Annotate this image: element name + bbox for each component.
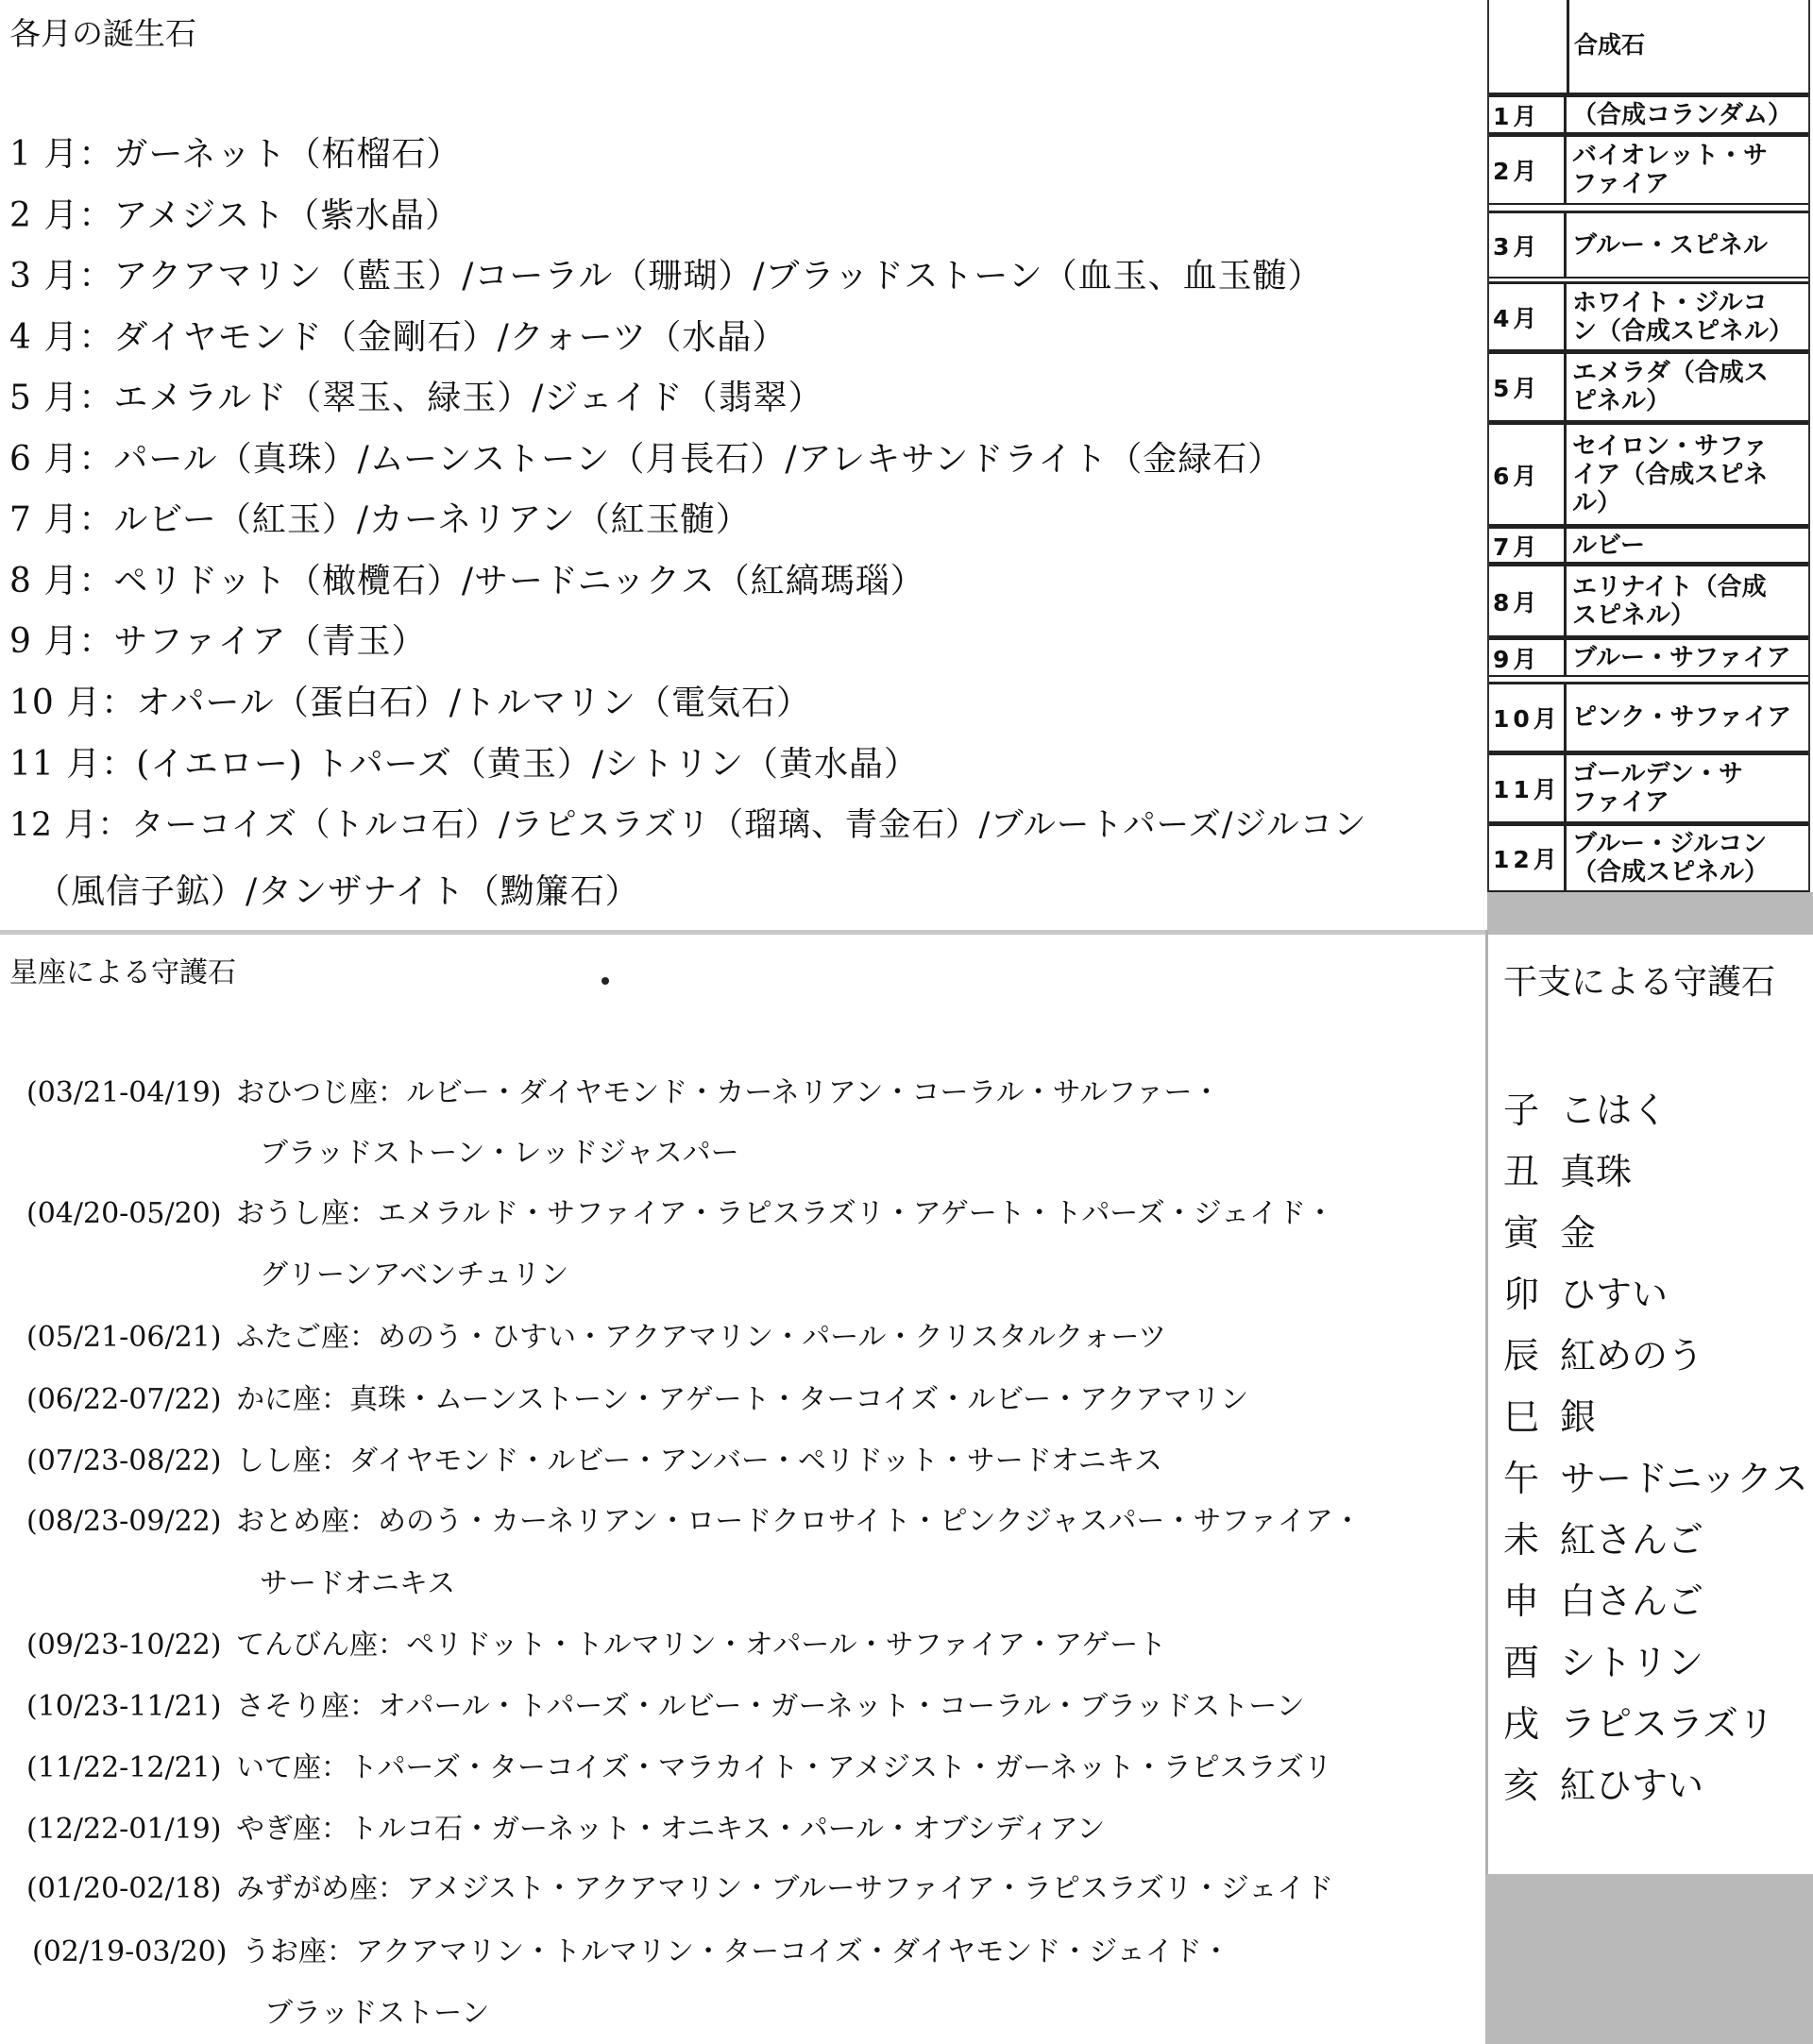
month-cell: 6月 <box>1489 425 1567 524</box>
eto-stone: 金 <box>1560 1212 1597 1254</box>
zodiac-row <box>26 1497 1362 1539</box>
zodiac-dates: (03/21-04/19) <box>26 1076 222 1109</box>
zodiac-dates: (01/20-02/18) <box>26 1872 222 1905</box>
birthstone-line: 3 月：アクアマリン（藍玉）/コーラル（珊瑚）/ブラッドストーン（血玉、血玉髄） <box>9 257 1323 296</box>
birthstone-continuation: （風信子鉱）/タンザナイト（黝簾石） <box>36 872 640 911</box>
month-cell: 10月 <box>1489 684 1567 751</box>
eto-stone: 紅ひすい <box>1560 1765 1704 1806</box>
zodiac-dates: (11/22-12/21) <box>26 1751 222 1784</box>
section-divider <box>0 930 1488 935</box>
month-cell: 9月 <box>1489 640 1567 675</box>
stone-cell: エメラダ（合成ス ピネル） <box>1572 359 1769 415</box>
eto-item <box>1503 1449 1808 1501</box>
table-row <box>1489 351 1808 422</box>
table-row <box>1489 94 1808 134</box>
stone-cell: ホワイト・ジルコ ン（合成スピネル） <box>1572 288 1794 346</box>
stone-cell: ゴールデン・サ ファイア <box>1572 760 1743 817</box>
zodiac-stones: うお座：アクアマリン・トルマリン・ターコイズ・ダイヤモンド・ジェイド・ <box>242 1935 1230 1968</box>
eto-kanji: 申 <box>1503 1580 1540 1622</box>
eto-item <box>1503 1388 1596 1440</box>
zodiac-stones: ふたご座：めのう・ひすい・アクアマリン・パール・クリスタルクォーツ <box>236 1321 1167 1354</box>
zodiac-row <box>26 1865 1333 1906</box>
zodiac-dates: (02/19-03/20) <box>32 1935 228 1968</box>
zodiac-row <box>26 1805 1105 1847</box>
month-cell: 8月 <box>1489 566 1567 635</box>
eto-kanji: 酉 <box>1503 1642 1540 1683</box>
stone-cell: ピンク・サファイア <box>1572 703 1792 732</box>
month-cell: 5月 <box>1489 354 1567 420</box>
birthstone-line: 9 月：サファイア（青玉） <box>9 622 427 661</box>
zodiac-row <box>32 1928 1230 1969</box>
stone-cell: ルビー <box>1572 531 1645 560</box>
month-cell: 1月 <box>1489 97 1567 132</box>
birthstone-title: 各月の誕生石 <box>9 15 196 52</box>
eto-kanji: 子 <box>1503 1090 1540 1131</box>
eto-kanji: 戌 <box>1503 1703 1540 1745</box>
table-header <box>1489 0 1808 94</box>
zodiac-stones: やぎ座：トルコ石・ガーネット・オニキス・パール・オブシディアン <box>236 1813 1106 1846</box>
eto-kanji: 巳 <box>1503 1396 1540 1438</box>
zodiac-row <box>26 1682 1305 1724</box>
table-row <box>1489 281 1808 351</box>
eto-item <box>1503 1511 1703 1563</box>
table-row <box>1489 526 1808 564</box>
zodiac-row <box>26 1621 1166 1663</box>
zodiac-dates: (12/22-01/19) <box>26 1813 222 1846</box>
stone-cell: ブルー・スピネル <box>1572 230 1768 260</box>
eto-kanji: 寅 <box>1503 1212 1540 1254</box>
zodiac-row <box>26 1437 1162 1478</box>
birthstone-line: 8 月：ペリドット（橄欖石）/サードニックス（紅縞瑪瑙） <box>9 562 925 600</box>
table-row <box>1489 752 1808 823</box>
eto-kanji: 辰 <box>1503 1335 1540 1377</box>
eto-stone: ラピスラズリ <box>1560 1703 1774 1745</box>
birthstone-line: 7 月：ルビー（紅玉）/カーネリアン（紅玉髄） <box>9 500 751 539</box>
table-row <box>1489 564 1808 637</box>
stone-cell: ブルー・サファイア <box>1572 643 1791 672</box>
zodiac-dates: (05/21-06/21) <box>26 1321 222 1354</box>
zodiac-row <box>26 1190 1334 1231</box>
stone-cell: セイロン・サファ イア（合成スピネ ル） <box>1572 431 1769 517</box>
stone-cell: バイオレット・サ ファイア <box>1572 142 1768 198</box>
zodiac-continuation: ブラッドストーン <box>264 1997 490 2030</box>
eto-kanji: 亥 <box>1503 1765 1540 1806</box>
eto-title: 干支による守護石 <box>1503 963 1776 1002</box>
zodiac-row <box>26 1069 1221 1110</box>
zodiac-dates: (08/23-09/22) <box>26 1505 222 1538</box>
birthstone-line: 2 月：アメジスト（紫水晶） <box>9 196 461 235</box>
table-row <box>1489 637 1808 677</box>
eto-stone: こはく <box>1560 1090 1669 1131</box>
stone-cell: （合成コランダム） <box>1572 100 1792 129</box>
stone-cell: ブルー・ジルコン （合成スピネル） <box>1572 830 1770 887</box>
eto-item <box>1503 1204 1596 1256</box>
eto-kanji: 未 <box>1503 1519 1540 1561</box>
zodiac-dates: (04/20-05/20) <box>26 1197 222 1230</box>
eto-stone: ひすい <box>1560 1274 1669 1315</box>
gray-filler <box>1485 1874 1813 2044</box>
zodiac-continuation: グリーンアベンチュリン <box>260 1258 569 1292</box>
birthstone-line: 5 月：エメラルド（翠玉、緑玉）/ジェイド（翡翠） <box>9 379 823 417</box>
birthstone-line: 4 月：ダイヤモンド（金剛石）/クォーツ（水晶） <box>9 318 788 357</box>
birthstone-line: 10 月：オパール（蛋白石）/トルマリン（電気石） <box>9 684 811 722</box>
zodiac-stones: しし座：ダイヤモンド・ルビー・アンバー・ペリドット・サードオニキス <box>236 1444 1162 1478</box>
table-row <box>1489 134 1808 205</box>
eto-item <box>1503 1695 1774 1747</box>
month-cell: 7月 <box>1489 529 1567 562</box>
dot-mark <box>602 977 609 985</box>
birthstone-line: 12 月：ターコイズ（トルコ石）/ラピスラズリ（瑠璃、青金石）/ブルートパーズ/ジルコン <box>9 806 1367 844</box>
table-row <box>1489 422 1808 526</box>
eto-item <box>1503 1326 1703 1378</box>
month-cell: 4月 <box>1489 284 1567 349</box>
zodiac-row <box>26 1313 1166 1355</box>
birthstone-line: 11 月：(イエロー) トパーズ（黄玉）/シトリン（黄水晶） <box>9 745 919 784</box>
stone-cell: エリナイト（合成 スピネル） <box>1572 572 1767 630</box>
zodiac-stones: さそり座：オパール・トパーズ・ルビー・ガーネット・コーラル・ブラッドストーン <box>236 1690 1305 1723</box>
zodiac-continuation: ブラッドストーン・レッドジャスパー <box>260 1137 739 1170</box>
column-divider <box>1567 0 1569 94</box>
eto-item <box>1503 1572 1703 1624</box>
zodiac-dates: (09/23-10/22) <box>26 1629 222 1662</box>
table-row <box>1489 823 1808 892</box>
table-row <box>1489 682 1808 752</box>
zodiac-stones: かに座：真珠・ムーンストーン・アゲート・ターコイズ・ルビー・アクアマリン <box>236 1383 1249 1416</box>
eto-kanji: 丑 <box>1503 1151 1540 1192</box>
month-cell: 11月 <box>1489 755 1567 821</box>
eto-stone: 真珠 <box>1560 1151 1633 1192</box>
month-cell: 12月 <box>1489 826 1567 890</box>
eto-stone: 白さんご <box>1560 1580 1704 1622</box>
eto-kanji: 卯 <box>1503 1274 1540 1315</box>
eto-stone: 銀 <box>1560 1396 1597 1438</box>
month-cell: 3月 <box>1489 213 1567 277</box>
eto-kanji: 午 <box>1503 1458 1540 1499</box>
zodiac-stones: みずがめ座：アメジスト・アクアマリン・ブルーサファイア・ラピスラズリ・ジェイド <box>236 1872 1334 1905</box>
zodiac-continuation: サードオニキス <box>260 1567 456 1600</box>
eto-stone: サードニックス <box>1560 1458 1808 1499</box>
zodiac-stones: おうし座：エメラルド・サファイア・ラピスラズリ・アゲート・トパーズ・ジェイド・ <box>236 1197 1335 1230</box>
eto-item <box>1503 1142 1632 1194</box>
synthetic-stone-table <box>1487 0 1810 892</box>
birthstone-line: 6 月：パール（真珠）/ムーンストーン（月長石）/アレキサンドライト（金緑石） <box>9 440 1283 479</box>
gray-filler <box>1487 892 1813 935</box>
eto-stone: 紅さんご <box>1560 1519 1704 1561</box>
zodiac-dates: (06/22-07/22) <box>26 1383 222 1416</box>
zodiac-title: 星座による守護石 <box>9 956 236 989</box>
eto-item <box>1503 1265 1668 1317</box>
eto-item <box>1503 1633 1703 1685</box>
eto-stone: 紅めのう <box>1560 1335 1704 1377</box>
zodiac-stones: おとめ座：めのう・カーネリアン・ロードクロサイト・ピンクジャスパー・サファイア・ <box>236 1505 1362 1538</box>
month-cell: 2月 <box>1489 137 1567 203</box>
table-row <box>1489 211 1808 279</box>
synthetic-header-label: 合成石 <box>1574 31 1646 59</box>
zodiac-row <box>26 1744 1332 1785</box>
birthstone-line: 1 月：ガーネット（柘榴石） <box>9 135 462 174</box>
eto-stone: シトリン <box>1560 1642 1704 1683</box>
zodiac-stones: いて座：トパーズ・ターコイズ・マラカイト・アメジスト・ガーネット・ラピスラズリ <box>236 1751 1332 1784</box>
zodiac-stones: おひつじ座：ルビー・ダイヤモンド・カーネリアン・コーラル・サルファー・ <box>236 1076 1221 1109</box>
zodiac-dates: (10/23-11/21) <box>26 1690 222 1723</box>
zodiac-row <box>26 1376 1248 1417</box>
zodiac-stones: てんびん座：ペリドット・トルマリン・オパール・サファイア・アゲート <box>236 1629 1167 1662</box>
zodiac-dates: (07/23-08/22) <box>26 1444 222 1478</box>
eto-item <box>1503 1081 1668 1133</box>
eto-item <box>1503 1756 1703 1808</box>
